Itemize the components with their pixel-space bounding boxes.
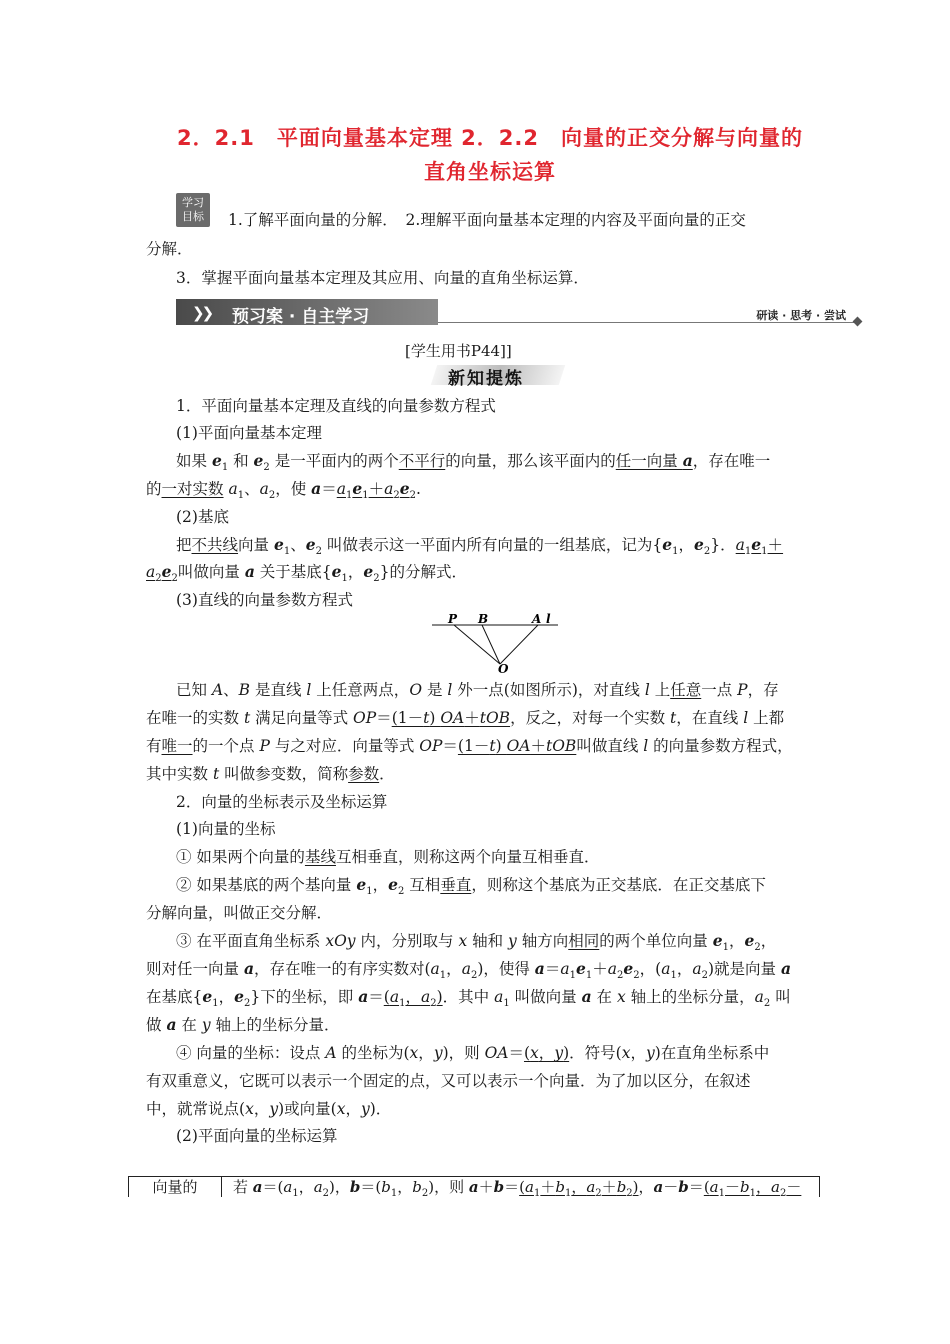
paragraph: 做 a 在 y 轴上的坐标分量．: [146, 1015, 340, 1034]
paragraph: 在基底{$e_1$，$e_2$}下的坐标，即 $a=(a_1$，$a_2$)．其中 $a_1$ 叫做向量 a 在 x 轴上的坐标分量，$a_2$ 叫: [146, 987, 791, 1010]
table-cell: 向量的: [129, 1177, 222, 1197]
goal-line-3: 3．掌握平面向量基本定理及其应用、向量的直角坐标运算．: [176, 269, 589, 287]
banner-title: 预习案 · 自主学习: [232, 307, 370, 327]
subheading-2: (2)基底: [176, 508, 229, 526]
subheading-4: (1)向量的坐标: [176, 820, 276, 838]
paragraph: 在唯一的实数 t 满足向量等式 OP＝(1－t) OA＋tOB，反之，对每一个实数 t，在直线 l 上都: [146, 709, 785, 727]
paragraph: ③ 在平面直角坐标系 xOy 内，分别取与 x 轴和 y 轴方向相同的两个单位向量 $e_1$，$e_2$，: [176, 931, 777, 954]
section-1-heading: 1．平面向量基本定理及直线的向量参数方程式: [176, 397, 496, 415]
label-O: O: [498, 662, 509, 674]
section-banner: [176, 299, 864, 327]
paragraph: 其中实数 t 叫做参变数，简称参数．: [146, 765, 395, 783]
table-cell: 若 $a=(a_1$，$a_2$)，$b=(b_1$，$b_2$)，则 $a+b=(a_1+b_1$，$a_2+b_2$)，$a-b=(a_1-b_1$，$a_2-$: [233, 1178, 802, 1199]
line-vector-diagram: [430, 612, 560, 674]
page-title: 2．2.1 平面向量基本定理 2．2.2 向量的正交分解与向量的: [177, 126, 803, 150]
paragraph: ② 如果基底的两个基向量 $e_1$，$e_2$ 互相垂直，则称这个基底为正交基底．在正交基底下: [176, 875, 766, 898]
paragraph: 有唯一的一个点 P 与之对应．向量等式 OP＝(1－t) OA＋tOB叫做直线 l 的向量参数方程式，: [146, 737, 793, 755]
goal-line-2: 分解．: [146, 240, 193, 258]
subheading-3: (3)直线的向量参数方程式: [176, 591, 353, 609]
paragraph: 中，就常说点(x，y)或向量(x，y)．: [146, 1100, 392, 1118]
section-2-heading: 2．向量的坐标表示及坐标运算: [176, 793, 388, 811]
label-A: A: [532, 612, 542, 626]
double-chevron-icon: ❯❯: [192, 304, 212, 322]
paragraph: 的一对实数 $a_1$、$a_2$，使 $a=a_1e_1+a_2e_2$.: [146, 479, 421, 502]
page-title-continued: 直角坐标运算: [424, 160, 556, 184]
label-P: P: [448, 612, 458, 626]
banner-subtitle: 研读 · 思考 · 尝试: [756, 309, 846, 322]
label-B: B: [478, 612, 489, 626]
paragraph: 有双重意义，它既可以表示一个固定的点，又可以表示一个向量．为了加以区分，在叙述: [146, 1072, 751, 1090]
subheading-5: (2)平面向量的坐标运算: [176, 1127, 338, 1145]
paragraph: $a_2e_2$叫做向量 a 关于基底{$e_1$，$e_2$}的分解式．: [146, 562, 468, 585]
book-reference: [学生用书P44]]: [405, 342, 512, 360]
subheading-1: (1)平面向量基本定理: [176, 424, 322, 442]
paragraph: 把不共线向量 $e_1$、$e_2$ 叫做表示这一平面内所有向量的一组基底，记为{$e_1$，$e_2$}．$a_1e_1+$: [176, 535, 784, 558]
subsection-header-text: 新知提炼: [448, 369, 524, 389]
paragraph: 已知 A、B 是直线 l 上任意两点，O 是 l 外一点(如图所示)，对直线 l 上任意一点 P，存: [176, 681, 779, 699]
coordinate-operation-table: [128, 1176, 820, 1197]
goal-line-1: 1.了解平面向量的分解． 2.理解平面向量基本定理的内容及平面向量的正交: [228, 211, 746, 229]
paragraph: 分解向量，叫做正交分解．: [146, 904, 333, 922]
diamond-icon: [853, 317, 863, 327]
paragraph: ④ 向量的坐标：设点 A 的坐标为(x，y)，则 OA＝(x，y)．符号(x，y)在直角坐标系中: [176, 1044, 770, 1062]
subsection-header: [426, 363, 566, 387]
paragraph: 如果 $e_1$ 和 $e_2$ 是一平面内的两个不平行的向量，那么该平面内的任一向量 a，存在唯一: [176, 451, 771, 474]
paragraph: 则对任一向量 a，存在唯一的有序实数对($a_1$，$a_2$)，使得 $a=a_1e_1+a_2e_2$，($a_1$，$a_2$)就是向量 a: [146, 959, 791, 982]
paragraph: ① 如果两个向量的基线互相垂直，则称这两个向量互相垂直．: [176, 848, 600, 866]
learning-goals-badge: 学习 目标: [176, 193, 210, 227]
label-l: l: [546, 612, 551, 626]
